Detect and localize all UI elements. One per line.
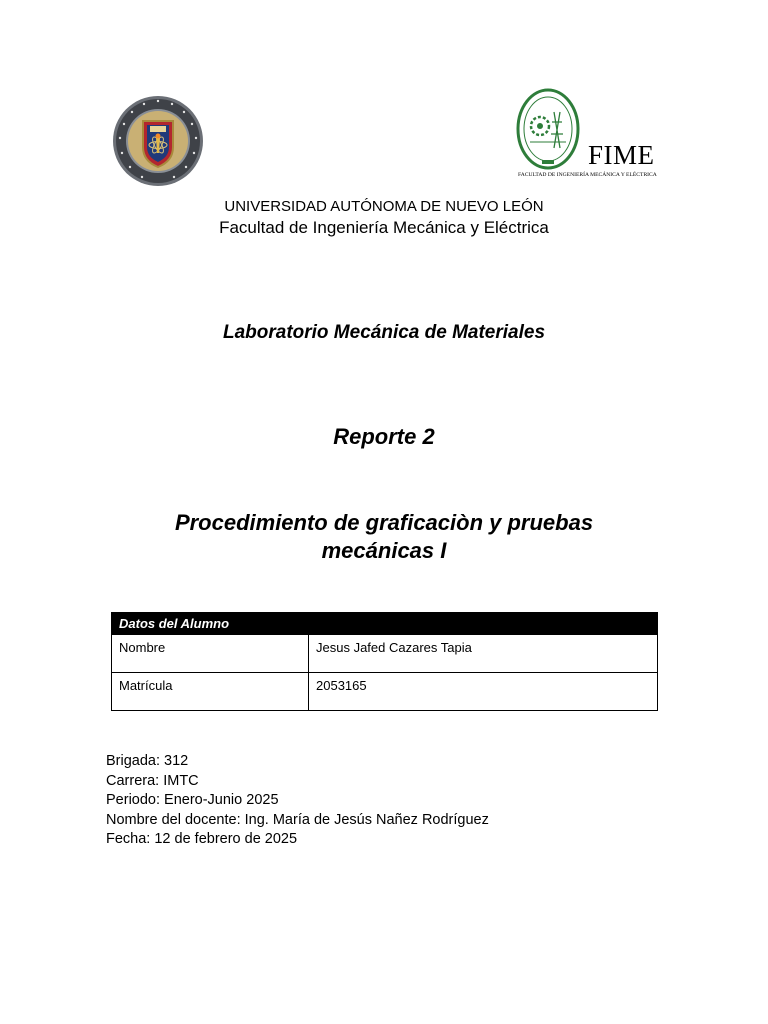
row-value-nombre: Jesus Jafed Cazares Tapia — [309, 635, 658, 673]
fime-seal-icon — [516, 88, 580, 170]
topic-title-line-1: Procedimiento de graficaciòn y pruebas — [174, 510, 594, 535]
uanl-seal-logo — [112, 95, 204, 187]
table-header-row — [112, 613, 658, 635]
lab-title: Laboratorio Mecánica de Materiales — [222, 322, 546, 343]
row-label-nombre: Nombre — [112, 635, 309, 673]
info-docente: Nombre del docente: Ing. María de Jesús Nañez Rodríguez — [106, 811, 489, 828]
row-label-matricula: Matrícula — [112, 673, 309, 711]
student-data-table — [111, 612, 658, 711]
table-row — [112, 635, 658, 673]
faculty-name: Facultad de Ingeniería Mecánica y Eléctrica — [219, 218, 549, 237]
table-header: Datos del Alumno — [112, 613, 658, 635]
info-block — [106, 752, 489, 850]
report-title: Reporte 2 — [333, 424, 435, 449]
info-fecha: Fecha: 12 de febrero de 2025 — [106, 831, 298, 847]
fime-logo — [516, 88, 666, 184]
info-carrera: Carrera: IMTC — [106, 772, 199, 789]
row-value-matricula: 2053165 — [309, 673, 658, 711]
topic-title-line-2: mecánicas I — [321, 538, 447, 563]
fime-caption: FACULTAD DE INGENIERÍA MECÁNICA Y ELÉCTRICA — [518, 172, 657, 178]
table-row — [112, 673, 658, 711]
university-name: UNIVERSIDAD AUTÓNOMA DE NUEVO LEÓN — [224, 198, 544, 215]
info-periodo: Periodo: Enero-Junio 2025 — [106, 792, 279, 808]
fime-wordmark: FIME — [588, 140, 655, 170]
topic-title — [0, 509, 768, 565]
info-brigada: Brigada: 312 — [106, 753, 189, 769]
